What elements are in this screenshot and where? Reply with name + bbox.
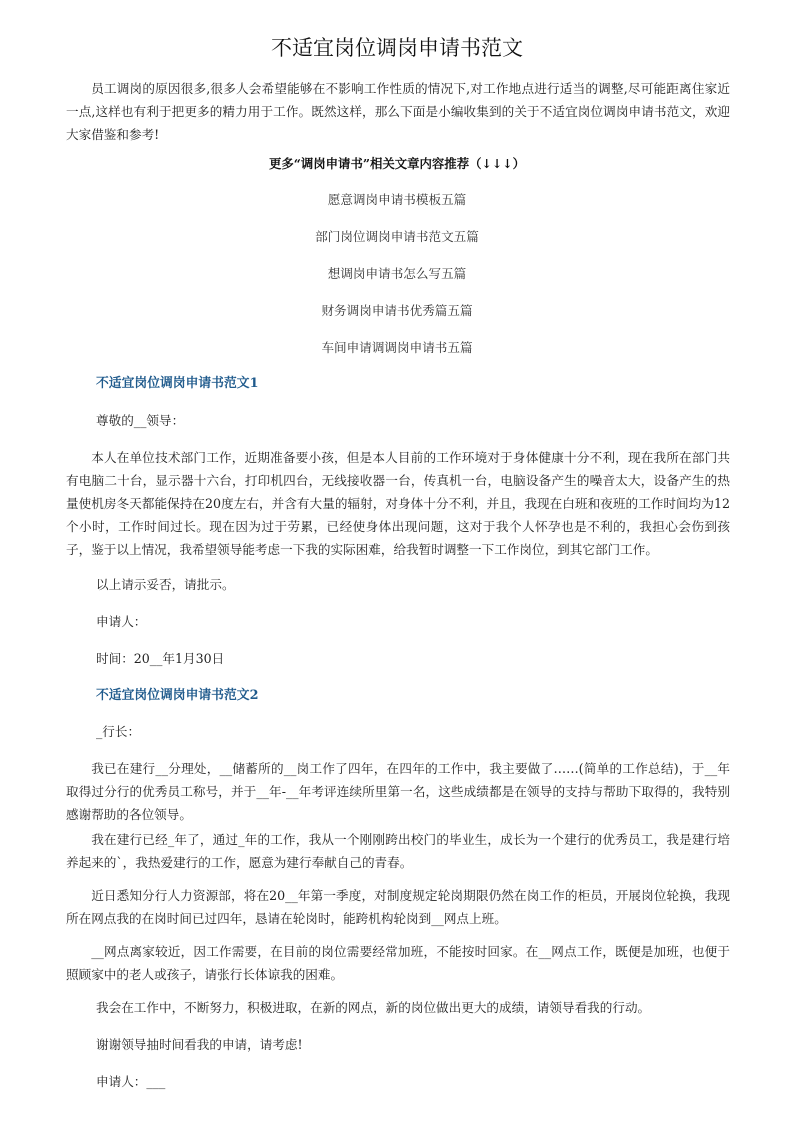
section2-paragraph-6: 谢谢领导抽时间看我的申请，请考虑! [96, 1037, 303, 1052]
related-link-3[interactable]: 想调岗申请书怎么写五篇 [327, 266, 467, 281]
document-title: 不适宜岗位调岗申请书范文 [271, 36, 523, 60]
section2-paragraph-4: __网点离家较近，因工作需要，在目前的岗位需要经常加班，不能按时回家。在__网点工作，既便是加班，也便于照顾家中的老人或孩子，请张行长体谅我的困难。 [66, 944, 730, 982]
related-link-4[interactable]: 财务调岗申请书优秀篇五篇 [321, 303, 473, 318]
related-link-1[interactable]: 愿意调岗申请书模板五篇 [327, 192, 467, 207]
section2-paragraph-2: 我在建行已经_年了，通过_年的工作，我从一个刚刚跨出校门的毕业生，成长为一个建行的优秀员工，我是建行培养起来的`，我热爱建行的工作，愿意为建行奉献自己的青春。 [66, 832, 730, 870]
related-link-2[interactable]: 部门岗位调岗申请书范文五篇 [315, 229, 479, 244]
section1-body: 本人在单位技术部门工作，近期准备要小孩，但是本人目前的工作环境对于身体健康十分不利，现在我所在部门共有电脑二十台，显示器十六台，打印机四台，无线接收器一台，传真机一台，电脑设备产生的噪音太大，设备产生的热量使机房冬天都能保持在20度左右，并含有大量的辐射，对身体十分不利，并且，我现在白班和夜班的工作时间均为12个小时，工作时间过长。现在因为过于劳累，已经使身体出现问题，这对于我个人怀孕也是不利的，我担心会伤到孩子，鉴于以上情况，我希望领导能考虑一下我的实际困难，给我暂时调整一下工作岗位，到其它部门工作。 [66, 450, 730, 557]
section2-paragraph-3: 近日悉知分行人力资源部，将在20__年第一季度，对制度规定轮岗期限仍然在岗工作的柜员，开展岗位轮换，我现所在网点我的在岗时间已过四年，恳请在轮岗时，能跨机构轮岗到__网点上班。 [66, 888, 730, 926]
section2-applicant: 申请人：___ [96, 1074, 166, 1089]
section1-salutation: 尊敬的__领导： [96, 413, 185, 428]
section1-closing: 以上请示妥否，请批示。 [96, 577, 235, 592]
related-articles-heading: 更多“调岗申请书”相关文章内容推荐（↓↓↓） [268, 156, 526, 171]
related-link-5[interactable]: 车间申请调调岗申请书五篇 [321, 340, 473, 355]
section2-salutation: _行长： [96, 724, 141, 739]
intro-paragraph: 员工调岗的原因很多,很多人会希望能够在不影响工作性质的情况下,对工作地点进行适当的调整,尽可能距离住家近一点,这样也有利于把更多的精力用于工作。既然这样，那么下面是小编收集到的关于不适宜岗位调岗申请书范文，欢迎大家借鉴和参考! [66, 81, 730, 142]
section1-date: 时间：20__年1月30日 [96, 651, 225, 666]
section1-heading: 不适宜岗位调岗申请书范文1 [96, 376, 259, 391]
section2-heading: 不适宜岗位调岗申请书范文2 [96, 688, 259, 703]
section1-applicant: 申请人： [96, 614, 147, 629]
section2-paragraph-1: 我已在建行__分理处，__储蓄所的__岗工作了四年，在四年的工作中，我主要做了……(简单的工作总结)，于__年取得过分行的优秀员工称号，并于__年-__年考评连续所里第一名，这些成绩都是在领导的支持与帮助下取得的，我特别感谢帮助的各位领导。 [66, 761, 730, 822]
section2-paragraph-5: 我会在工作中，不断努力，积极进取，在新的网点，新的岗位做出更大的成绩，请领导看我的行动。 [96, 1000, 651, 1015]
